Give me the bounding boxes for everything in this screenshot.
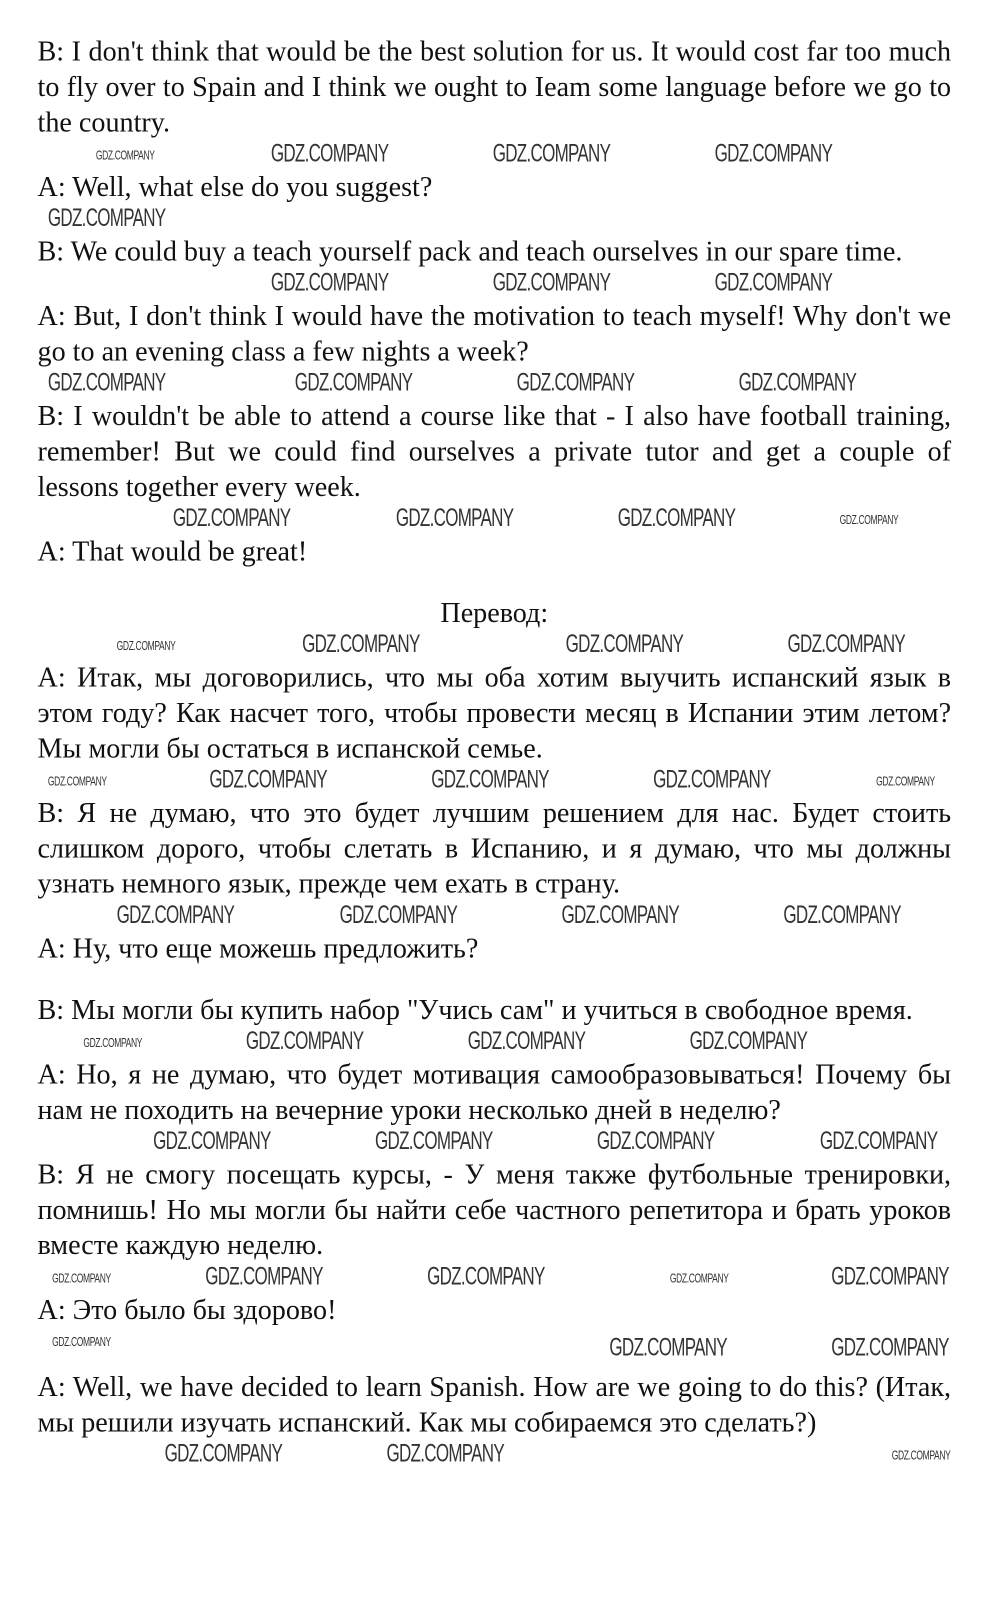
- watermark: GDZ.COMPANY: [302, 630, 420, 659]
- watermark: GDZ.COMPANY: [876, 773, 935, 789]
- dialogue-paragraph: A: Но, я не думаю, что будет мотивация самообразовываться! Почему бы нам не походить на вечерние уроки несколько дней в неделю?: [37, 1058, 952, 1126]
- dialogue-paragraph: A: Это было бы здорово!: [37, 1293, 337, 1326]
- dialogue-paragraph: B: I don't think that would be the best solution for us. It would cost far too much to fly over to Spain and I think we ought to Ieam some language before we go to the country.: [37, 35, 952, 138]
- watermark: GDZ.COMPANY: [116, 901, 235, 930]
- watermark: GDZ.COMPANY: [245, 1027, 364, 1056]
- watermark: GDZ.COMPANY: [386, 1439, 504, 1468]
- dialogue-paragraph: A: Ну, что еще можешь предложить?: [37, 932, 479, 964]
- spacer: [38, 966, 952, 992]
- dialogue-paragraph: A: Итак, мы договорились, что мы оба хотим выучить испанский язык в этом году? Как насчет того, чтобы провести месяц в Испании этим летом? Мы могли бы остаться в испанской семье.: [37, 661, 952, 764]
- watermark: GDZ.COMPANY: [714, 268, 833, 297]
- watermark: GDZ.COMPANY: [270, 139, 389, 168]
- watermark: GDZ.COMPANY: [689, 1027, 808, 1056]
- watermark: GDZ.COMPANY: [47, 204, 166, 233]
- watermark: GDZ.COMPANY: [205, 1262, 323, 1291]
- watermark: GDZ.COMPANY: [492, 268, 611, 297]
- dialogue-paragraph: B: I wouldn't be able to attend a course like that - I also have football training, remember! But we could find ourselves a private tutor and get a couple of lessons together every week.: [37, 400, 952, 503]
- dialogue-paragraph: A: Well, what else do you suggest?: [37, 170, 433, 203]
- watermark: GDZ.COMPANY: [492, 139, 611, 168]
- watermark: GDZ.COMPANY: [831, 1333, 949, 1362]
- watermark: GDZ.COMPANY: [561, 901, 679, 930]
- watermark-row: [38, 140, 952, 169]
- watermark: GDZ.COMPANY: [47, 368, 166, 397]
- watermark-row: [38, 504, 952, 533]
- watermark: GDZ.COMPANY: [209, 765, 327, 794]
- watermark-row: [38, 1127, 952, 1156]
- watermark: GDZ.COMPANY: [565, 630, 684, 659]
- watermark-row: [38, 269, 952, 298]
- watermark-row: [38, 630, 952, 659]
- watermark: GDZ.COMPANY: [427, 1262, 545, 1291]
- watermark-row: [38, 1027, 952, 1056]
- watermark: GDZ.COMPANY: [714, 139, 833, 168]
- watermark: GDZ.COMPANY: [52, 1270, 111, 1286]
- watermark-row: [38, 901, 952, 930]
- dialogue-paragraph: B: Я не смогу посещать курсы, - У меня также футбольные тренировки, помнишь! Но мы могли бы найти себе частного репетитора и брать уроков вместе каждую неделю.: [37, 1158, 952, 1261]
- watermark: GDZ.COMPANY: [153, 1127, 271, 1156]
- watermark: GDZ.COMPANY: [164, 1439, 283, 1468]
- watermark: GDZ.COMPANY: [375, 1127, 493, 1156]
- watermark-row: [38, 1263, 952, 1292]
- watermark: GDZ.COMPANY: [787, 630, 906, 659]
- watermark: GDZ.COMPANY: [596, 1127, 715, 1156]
- watermark: GDZ.COMPANY: [339, 901, 458, 930]
- watermark: GDZ.COMPANY: [891, 1447, 951, 1463]
- watermark: GDZ.COMPANY: [172, 504, 291, 533]
- watermark: GDZ.COMPANY: [738, 368, 857, 397]
- watermark: GDZ.COMPANY: [116, 638, 176, 654]
- dialogue-paragraph: B: We could buy a teach yourself pack and teach ourselves in our spare time.: [37, 235, 903, 267]
- watermark: GDZ.COMPANY: [431, 765, 549, 794]
- spacer: [38, 569, 952, 595]
- watermark-row: [38, 766, 952, 795]
- watermark: GDZ.COMPANY: [270, 268, 389, 297]
- watermark: GDZ.COMPANY: [609, 1333, 727, 1362]
- watermark: GDZ.COMPANY: [653, 765, 771, 794]
- watermark: GDZ.COMPANY: [831, 1262, 949, 1291]
- watermark: GDZ.COMPANY: [467, 1027, 586, 1056]
- dialogue-paragraph: A: Well, we have decided to learn Spanish. How are we going to do this? (Итак, мы решили изучать испанский. Как мы собираемся это сделать?): [37, 1370, 952, 1438]
- watermark: GDZ.COMPANY: [516, 368, 635, 397]
- watermark: GDZ.COMPANY: [83, 1035, 143, 1051]
- watermark: GDZ.COMPANY: [52, 1334, 111, 1350]
- watermark: GDZ.COMPANY: [395, 504, 514, 533]
- dialogue-paragraph: A: That would be great!: [37, 535, 308, 567]
- dialogue-paragraph: A: But, I don't think I would have the motivation to teach myself! Why don't we go to an evening class a few nights a week?: [37, 300, 952, 367]
- watermark-row: [38, 1327, 952, 1369]
- watermark: GDZ.COMPANY: [669, 1270, 729, 1286]
- watermark: GDZ.COMPANY: [819, 1127, 938, 1156]
- watermark: GDZ.COMPANY: [95, 147, 155, 163]
- document-flow: [38, 33, 952, 1468]
- watermark: GDZ.COMPANY: [783, 901, 901, 930]
- watermark: GDZ.COMPANY: [839, 512, 899, 528]
- dialogue-paragraph: B: Мы могли бы купить набор "Учись сам" и учиться в свободное время.: [37, 993, 913, 1026]
- dialogue-paragraph: B: Я не думаю, что это будет лучшим решением для нас. Будет стоить слишком дорого, чтобы слетать в Испанию, и я думаю, что мы должны узнать немного язык, прежде чем ехать в страну.: [37, 796, 952, 899]
- watermark: GDZ.COMPANY: [294, 368, 413, 397]
- watermark-row: [38, 1440, 952, 1469]
- watermark: GDZ.COMPANY: [47, 773, 107, 789]
- watermark-row: [38, 204, 952, 233]
- watermark-row: [38, 369, 952, 398]
- translation-heading: Перевод:: [440, 596, 549, 629]
- watermark: GDZ.COMPANY: [617, 504, 736, 533]
